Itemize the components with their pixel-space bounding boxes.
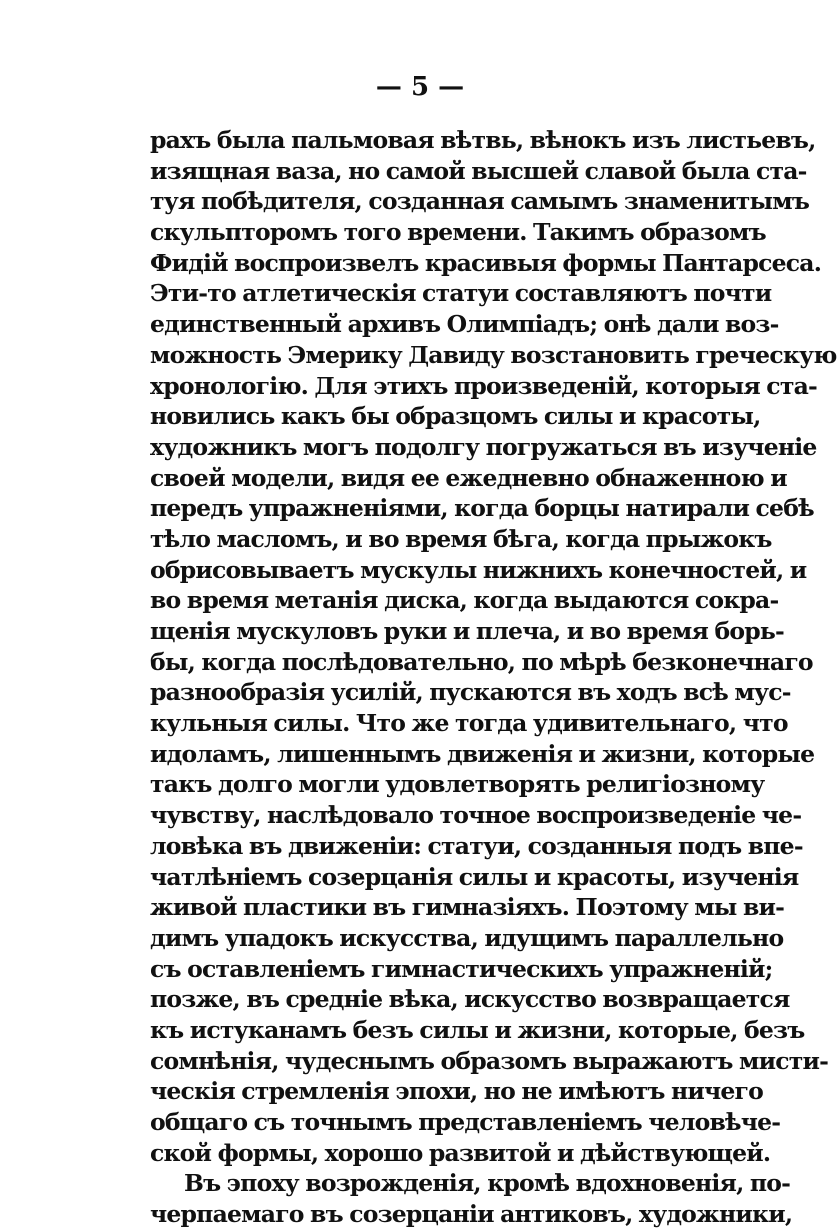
text-line: Фидій воспроизвелъ красивыя формы Пантарсеса. xyxy=(150,248,822,277)
text-line: къ истуканамъ безъ силы и жизни, которые, безъ xyxy=(150,1015,805,1044)
text-line: черпаемаго въ созерцаніи антиковъ, художники, xyxy=(150,1200,793,1229)
text-line: ческія стремленія эпохи, но не имѣютъ ничего xyxy=(150,1077,764,1106)
text-line: идоламъ, лишеннымъ движенія и жизни, которые xyxy=(150,739,815,768)
text-line: живой пластики въ гимназіяхъ. Поэтому мы ви- xyxy=(150,893,785,922)
paragraph-start-line: Въ эпоху возрожденія, кромѣ вдохновенія, по- xyxy=(184,1169,791,1198)
text-line: рахъ была пальмовая вѣтвь, вѣнокъ изъ листьевъ, xyxy=(150,126,816,154)
text-line: позже, въ средніе вѣка, искусство возвращается xyxy=(150,985,790,1014)
text-line: такъ долго могли удовлетворять религіозному xyxy=(150,770,765,799)
text-line: ловѣка въ движеніи: статуи, созданныя подъ впе- xyxy=(150,831,803,860)
text-line: чатлѣніемъ созерцанія силы и красоты, изученія xyxy=(150,862,799,891)
text-line: чувству, наслѣдовало точное воспроизведеніе че- xyxy=(150,801,802,830)
text-line: съ оставленіемъ гимнастическихъ упражненій; xyxy=(150,954,773,983)
text-line: бы, когда послѣдовательно, по мѣрѣ безконечнаго xyxy=(150,647,813,676)
text-line: своей модели, видя ее ежедневно обнаженною и xyxy=(150,463,787,492)
text-line: туя побѣдителя, созданная самымъ знаменитымъ xyxy=(150,187,810,216)
text-line: передъ упражненіями, когда борцы натирали себѣ xyxy=(150,494,814,523)
text-line: художникъ могъ подолгу погружаться въ изученіе xyxy=(150,432,817,461)
text-line: димъ упадокъ искусства, идущимъ параллельно xyxy=(150,923,784,952)
text-line: сомнѣнія, чудеснымъ образомъ выражаютъ мисти- xyxy=(150,1046,829,1075)
text-line: щенія мускуловъ руки и плеча, и во время борь- xyxy=(150,617,784,645)
text-line: тѣло масломъ, и во время бѣга, когда прыжокъ xyxy=(150,524,772,553)
text-line: Эти-то атлетическія статуи составляютъ почти xyxy=(150,279,772,308)
text-line: скульпторомъ того времени. Такимъ образомъ xyxy=(150,218,766,247)
text-line: кульныя силы. Что же тогда удивительнаго, что xyxy=(150,709,788,738)
body-text xyxy=(150,125,837,1230)
text-line: изящная ваза, но самой высшей славой была ста- xyxy=(150,156,807,185)
text-line: во время метанія диска, когда выдаются сокра- xyxy=(150,586,779,615)
text-line: ской формы, хорошо развитой и дѣйствующей. xyxy=(150,1138,771,1167)
text-line: общаго съ точнымъ представленіемъ человѣче- xyxy=(150,1108,781,1136)
text-line: можность Эмерику Давиду возстановить греческую xyxy=(150,340,837,369)
text-line: обрисовываетъ мускулы нижнихъ конечностей, и xyxy=(150,555,807,584)
text-line: единственный архивъ Олимпіадъ; онѣ дали воз- xyxy=(150,310,779,339)
text-line: новились какъ бы образцомъ силы и красоты, xyxy=(150,402,761,431)
text-line: хронологію. Для этихъ произведеній, которыя ста- xyxy=(150,371,817,400)
text-line: разнообразія усилій, пускаются въ ходъ всѣ мус- xyxy=(150,678,791,707)
page-number: — 5 — xyxy=(375,72,465,102)
